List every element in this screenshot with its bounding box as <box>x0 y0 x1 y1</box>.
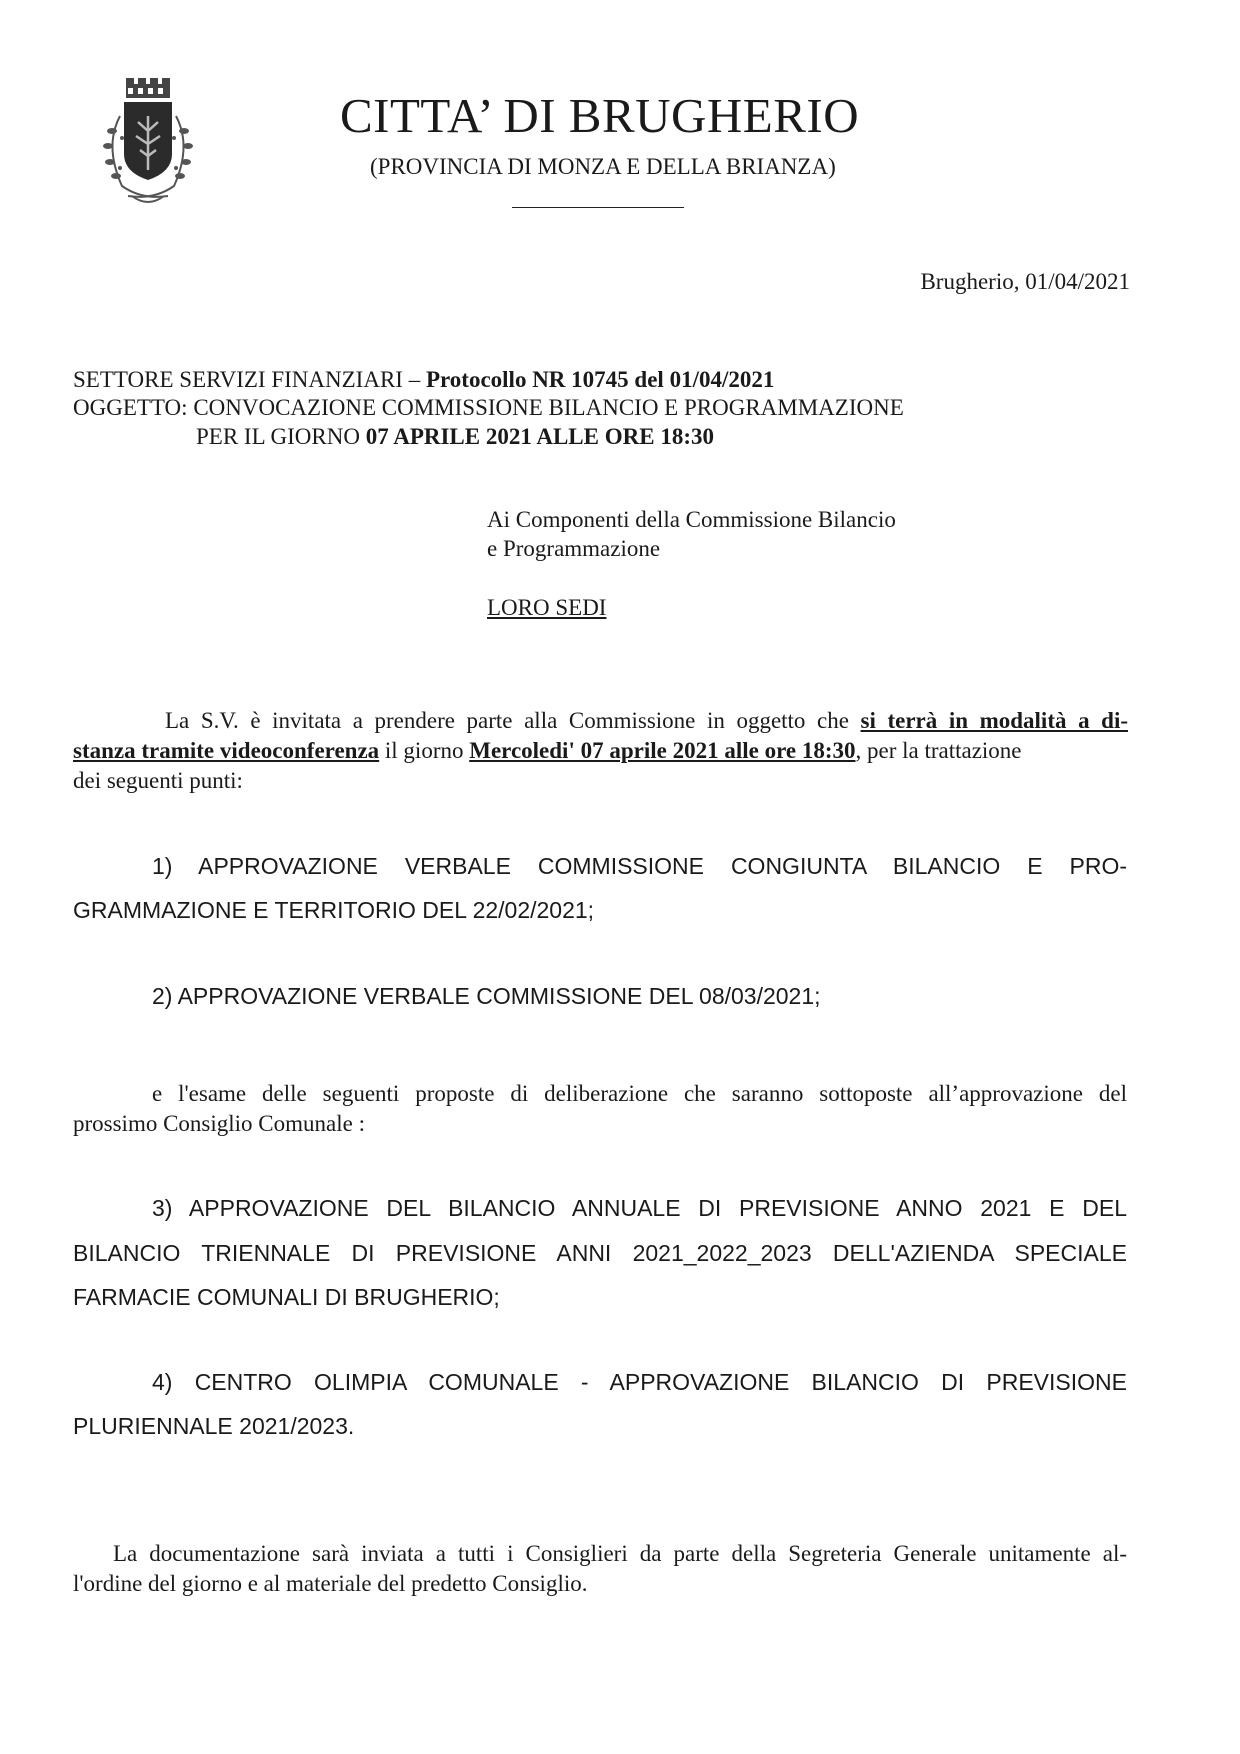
subject-text: CONVOCAZIONE COMMISSIONE BILANCIO E PROGRAMMAZIONE <box>193 395 904 420</box>
subject-date: 07 APRILE 2021 ALLE ORE 18:30 <box>365 424 714 449</box>
loro-sedi: LORO SEDI <box>487 595 607 620</box>
exam-line-1: e l'esame delle seguenti proposte di deliberazione che saranno sottoposte all’approvazione del <box>152 1081 1127 1106</box>
agenda-item-3-line-1: 3) APPROVAZIONE DEL BILANCIO ANNUALE DI PREVISIONE ANNO 2021 E DEL <box>152 1195 1127 1221</box>
city-crest-icon <box>92 76 204 214</box>
protocol-date: 01/04/2021 <box>669 367 775 392</box>
agenda-item-2: 2) APPROVAZIONE VERBALE COMMISSIONE DEL 08/03/2021; <box>152 983 821 1009</box>
subject-date-prefix: PER IL GIORNO <box>196 424 360 449</box>
closing-line-2: l'ordine del giorno e al materiale del predetto Consiglio. <box>73 1571 588 1596</box>
sector-name: SETTORE SERVIZI FINANZIARI <box>73 367 403 392</box>
recipients-line-1: Ai Componenti della Commissione Bilancio <box>487 507 896 532</box>
intro-line-1: La S.V. è invitata a prendere parte alla Commissione in oggetto che si terrà in modalità a di- <box>165 708 1128 733</box>
agenda-item-1-line-2: GRAMMAZIONE E TERRITORIO DEL 22/02/2021; <box>73 897 595 923</box>
protocol-number: Protocollo NR 10745 <box>425 367 629 392</box>
meeting-datetime: Mercoledi' 07 aprile 2021 alle ore 18:30 <box>469 738 856 763</box>
city-title: CITTA’ DI BRUGHERIO <box>340 88 860 143</box>
protocol-line <box>73 364 1153 395</box>
closing-line-1: La documentazione sarà inviata a tutti i Consiglieri da parte della Segreteria Generale unitamente al- <box>113 1541 1127 1566</box>
agenda-item-1-line-1: 1) APPROVAZIONE VERBALE COMMISSIONE CONGIUNTA BILANCIO E PRO- <box>152 853 1127 879</box>
exam-line-2: prossimo Consiglio Comunale : <box>73 1111 365 1136</box>
province-subtitle: (PROVINCIA DI MONZA E DELLA BRIANZA) <box>370 154 836 179</box>
agenda-item-3-line-2: BILANCIO TRIENNALE DI PREVISIONE ANNI 2021_2022_2023 DELL'AZIENDA SPECIALE <box>73 1240 1127 1266</box>
remote-mode: si terrà in modalità a di- <box>860 708 1128 733</box>
subject-line-2 <box>196 421 1096 452</box>
agenda-item-4-line-1: 4) CENTRO OLIMPIA COMUNALE - APPROVAZIONE BILANCIO DI PREVISIONE <box>152 1369 1127 1395</box>
subject-label: OGGETTO: <box>73 395 188 420</box>
agenda-item-3-line-3: FARMACIE COMUNALI DI BRUGHERIO; <box>73 1284 500 1310</box>
recipients-line-2: e Programmazione <box>487 536 661 561</box>
date-line: Brugherio, 01/04/2021 <box>920 269 1130 294</box>
agenda-item-4-line-2: PLURIENNALE 2021/2023. <box>73 1413 355 1439</box>
header-divider <box>512 207 684 208</box>
remote-mode-cont: stanza tramite videoconferenza <box>73 738 380 763</box>
intro-line-3: dei seguenti punti: <box>73 768 243 793</box>
intro-line-2: stanza tramite videoconferenza il giorno Mercoledi' 07 aprile 2021 alle ore 18:30, per la trattazione <box>73 738 1022 763</box>
subject-line-1 <box>73 392 1153 423</box>
dash: – <box>408 367 421 392</box>
protocol-del: del <box>634 367 664 392</box>
